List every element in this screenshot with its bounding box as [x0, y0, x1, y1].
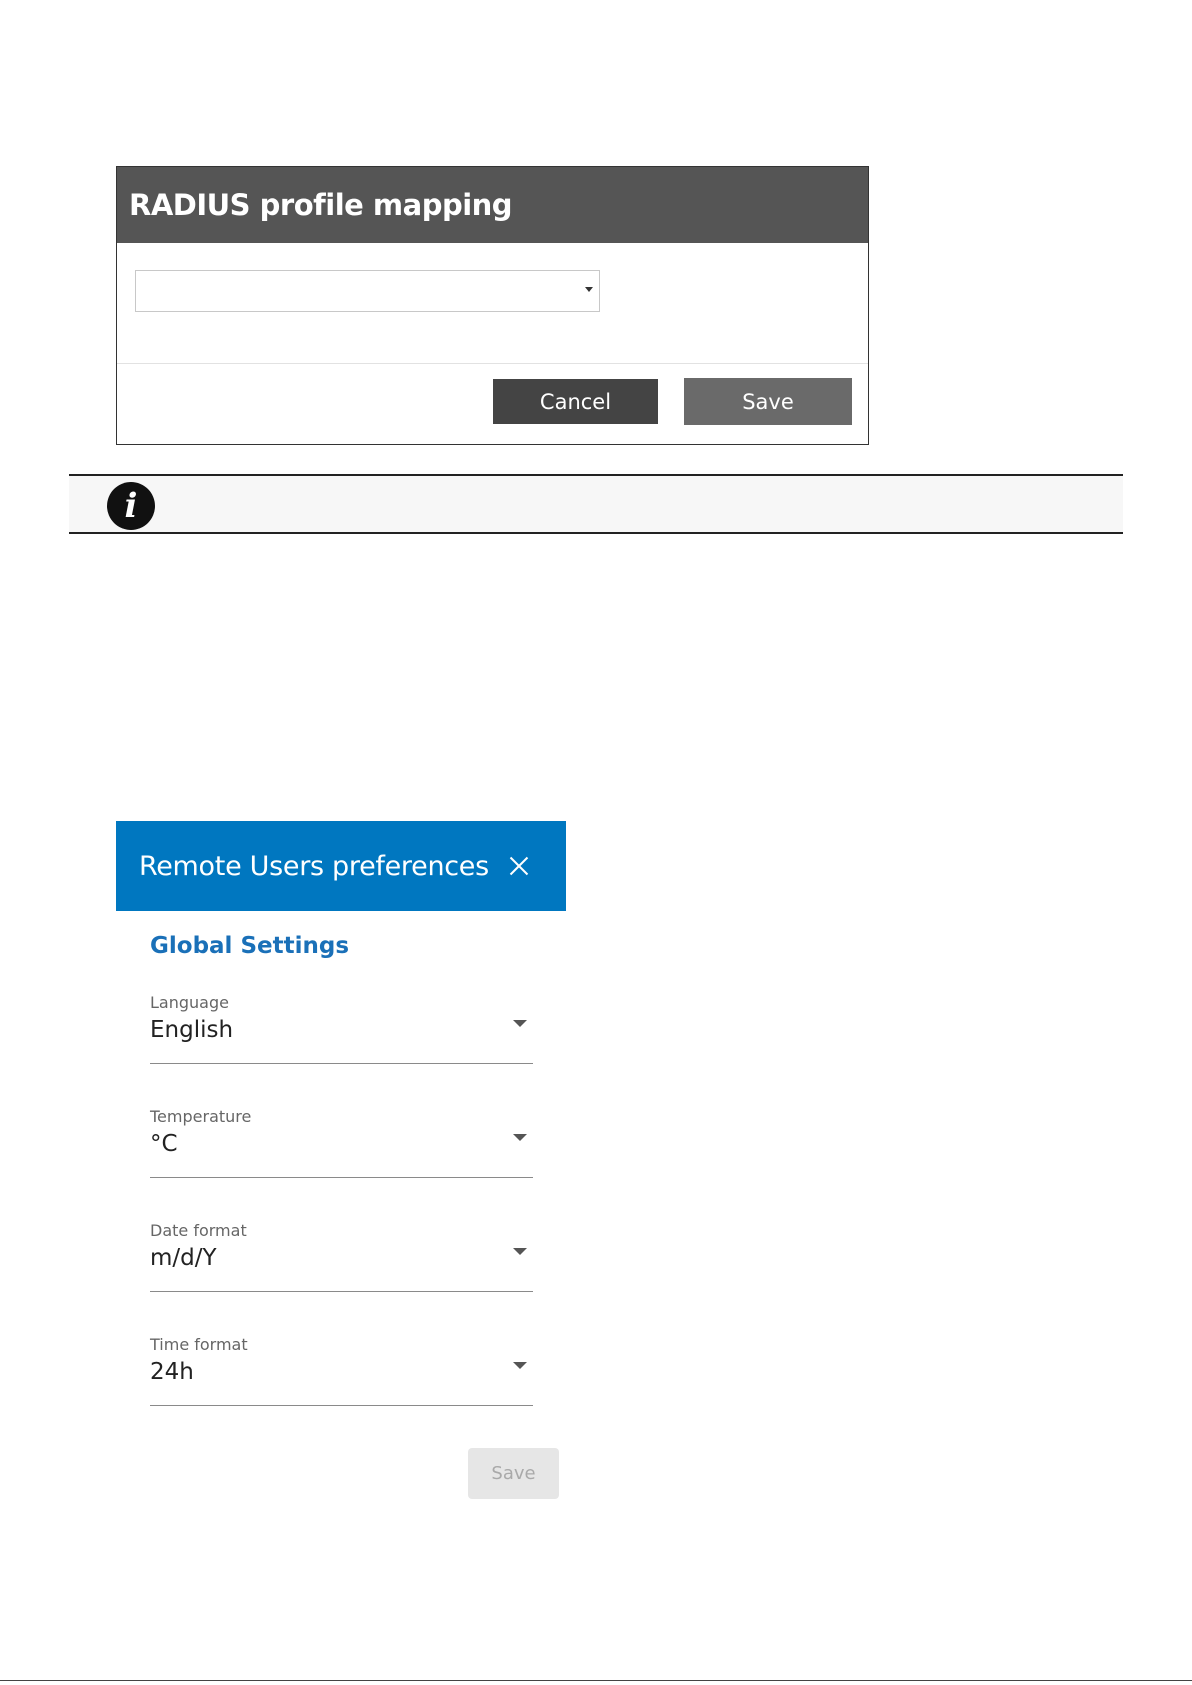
field-value: °C	[150, 1131, 178, 1157]
chevron-down-icon	[513, 1134, 527, 1141]
chevron-down-icon	[585, 287, 593, 292]
chevron-down-icon	[513, 1248, 527, 1255]
info-icon	[107, 482, 155, 530]
close-icon[interactable]	[507, 854, 531, 878]
cancel-button[interactable]: Cancel	[493, 379, 658, 424]
page-bottom-rule	[0, 1680, 1192, 1681]
remote-users-preferences-panel	[116, 821, 566, 1509]
save-button[interactable]: Save	[684, 378, 852, 425]
info-icon-glyph: i	[124, 486, 138, 526]
date-format-select[interactable]	[150, 1221, 533, 1292]
panel-header	[116, 821, 566, 911]
profile-select[interactable]	[135, 270, 600, 312]
panel-title: Remote Users preferences	[139, 850, 489, 882]
language-select[interactable]	[150, 993, 533, 1064]
chevron-down-icon	[513, 1362, 527, 1369]
section-title-global-settings: Global Settings	[150, 933, 350, 959]
time-format-select[interactable]	[150, 1335, 533, 1406]
dialog-header	[117, 167, 868, 243]
temperature-select[interactable]	[150, 1107, 533, 1178]
save-button-disabled[interactable]: Save	[468, 1448, 559, 1499]
field-label: Time format	[150, 1335, 248, 1354]
dialog-title: RADIUS profile mapping	[129, 188, 513, 222]
field-label: Language	[150, 993, 229, 1012]
chevron-down-icon	[513, 1020, 527, 1027]
field-label: Temperature	[150, 1107, 252, 1126]
note-bar	[69, 474, 1123, 534]
field-value: m/d/Y	[150, 1245, 217, 1271]
field-label: Date format	[150, 1221, 247, 1240]
radius-profile-mapping-dialog	[116, 166, 869, 445]
dialog-divider	[117, 363, 868, 364]
field-value: 24h	[150, 1359, 194, 1385]
field-value: English	[150, 1017, 234, 1043]
